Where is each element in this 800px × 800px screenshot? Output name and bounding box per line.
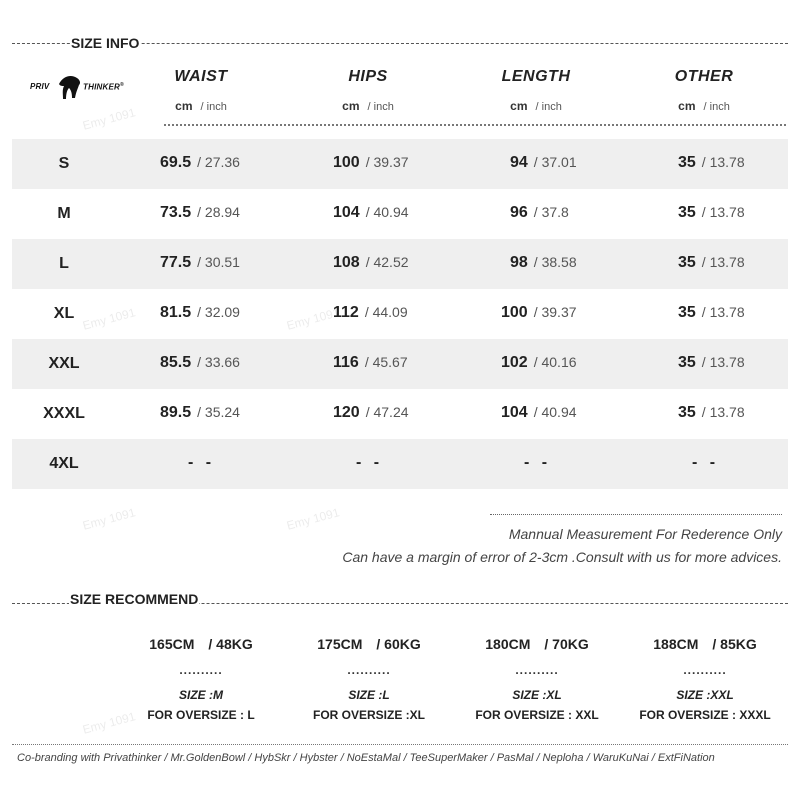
table-row-xxl — [12, 339, 788, 389]
note-margin-of-error: Can have a margin of error of 2-3cm .Consult with us for more advices. — [342, 549, 782, 565]
table-row-m — [12, 189, 788, 239]
column-header-length — [471, 68, 601, 113]
hips-cell: 120 / 47.24 — [333, 404, 409, 421]
height-weight: 165CM / 48KG — [149, 636, 253, 652]
watermark: Emy 1091 — [81, 305, 137, 333]
recommend-188 — [620, 636, 790, 722]
size-label: S — [58, 155, 70, 172]
recommend-175 — [284, 636, 454, 722]
co-branding-footer: Co-branding with Privathinker / Mr.GoldenBowl / HybSkr / Hybster / NoEstaMal / TeeSuperMaker / PasMal / Neploha / WaruKuNai / ExtFiNation — [17, 752, 715, 764]
divider-dots: .......... — [515, 663, 559, 677]
height-weight: 175CM / 60KG — [317, 636, 421, 652]
table-row-l — [12, 239, 788, 289]
column-header-waist — [136, 68, 266, 113]
column-header-hips — [303, 68, 433, 113]
size-label: M — [57, 205, 71, 222]
hips-cell: 112 / 44.09 — [333, 304, 408, 321]
recommended-size: SIZE :L — [348, 688, 390, 702]
size-label: L — [59, 255, 69, 272]
recommended-size: SIZE :XXL — [676, 688, 734, 702]
watermark: Emy 1091 — [81, 709, 137, 737]
waist-cell: 81.5 / 32.09 — [160, 304, 240, 321]
logo-text-right: THINKER® — [83, 82, 124, 92]
header-divider — [164, 124, 786, 126]
watermark: Emy 1091 — [285, 505, 341, 533]
length-cell: 102 / 40.16 — [501, 354, 577, 371]
other-cell: 35 / 13.78 — [678, 304, 745, 321]
recommend-180 — [452, 636, 622, 722]
size-label: XL — [53, 305, 75, 322]
length-cell: 100 / 39.37 — [501, 304, 577, 321]
note-divider — [490, 514, 782, 515]
column-units: cm / inch — [510, 99, 562, 113]
hips-cell: 116 / 45.67 — [333, 354, 408, 371]
footer-divider — [12, 744, 788, 745]
waist-cell: 89.5 / 35.24 — [160, 404, 240, 421]
watermark: Emy 1091 — [81, 105, 137, 133]
column-units: cm / inch — [175, 99, 227, 113]
column-name: WAIST — [174, 68, 228, 85]
size-label: 4XL — [49, 455, 79, 472]
waist-cell: 85.5 / 33.66 — [160, 354, 240, 371]
oversize-size: FOR OVERSIZE :XL — [312, 708, 425, 722]
table-row-4xl — [12, 439, 788, 489]
column-name: OTHER — [674, 68, 734, 85]
hips-cell: 100 / 39.37 — [333, 154, 409, 171]
height-weight: 180CM / 70KG — [485, 636, 589, 652]
logo-text-left: PRIV — [30, 82, 50, 91]
hips-cell: 104 / 40.94 — [333, 204, 409, 221]
length-cell: 94 / 37.01 — [510, 154, 577, 171]
brand-logo — [28, 68, 128, 104]
waist-cell: - - — [188, 454, 216, 471]
table-row-xxxl — [12, 389, 788, 439]
hips-cell: - - — [356, 454, 384, 471]
column-name: HIPS — [348, 68, 388, 85]
oversize-size: FOR OVERSIZE : L — [147, 708, 255, 722]
size-label: XXXL — [43, 405, 85, 422]
oversize-size: FOR OVERSIZE : XXL — [475, 708, 599, 722]
waist-cell: 77.5 / 30.51 — [160, 254, 240, 271]
length-cell: - - — [524, 454, 552, 471]
other-cell: 35 / 13.78 — [678, 154, 745, 171]
column-units: cm / inch — [678, 99, 730, 113]
table-row-s — [12, 139, 788, 189]
note-reference: Mannual Measurement For Rederence Only — [508, 526, 782, 542]
other-cell: - - — [692, 454, 720, 471]
length-cell: 98 / 38.58 — [510, 254, 577, 271]
watermark: Emy 1091 — [285, 305, 341, 333]
other-cell: 35 / 13.78 — [678, 254, 745, 271]
hips-cell: 108 / 42.52 — [333, 254, 409, 271]
oversize-size: FOR OVERSIZE : XXXL — [639, 708, 771, 722]
size-info-title: SIZE INFO — [71, 35, 140, 51]
other-cell: 35 / 13.78 — [678, 204, 745, 221]
other-cell: 35 / 13.78 — [678, 404, 745, 421]
panther-logo-icon — [57, 72, 83, 102]
divider-dots: .......... — [179, 663, 223, 677]
size-recommend-title: SIZE RECOMMEND — [70, 591, 199, 607]
waist-cell: 69.5 / 27.36 — [160, 154, 240, 171]
column-header-other — [639, 68, 769, 113]
length-cell: 96 / 37.8 — [510, 204, 569, 221]
height-weight: 188CM / 85KG — [653, 636, 757, 652]
size-label: XXL — [48, 355, 80, 372]
other-cell: 35 / 13.78 — [678, 354, 745, 371]
column-units: cm / inch — [342, 99, 394, 113]
recommended-size: SIZE :M — [179, 688, 223, 702]
waist-cell: 73.5 / 28.94 — [160, 204, 240, 221]
divider-dots: .......... — [683, 663, 727, 677]
column-name: LENGTH — [501, 68, 571, 85]
recommend-165 — [116, 636, 286, 722]
recommended-size: SIZE :XL — [512, 688, 562, 702]
watermark: Emy 1091 — [81, 505, 137, 533]
divider-dots: .......... — [347, 663, 391, 677]
length-cell: 104 / 40.94 — [501, 404, 577, 421]
